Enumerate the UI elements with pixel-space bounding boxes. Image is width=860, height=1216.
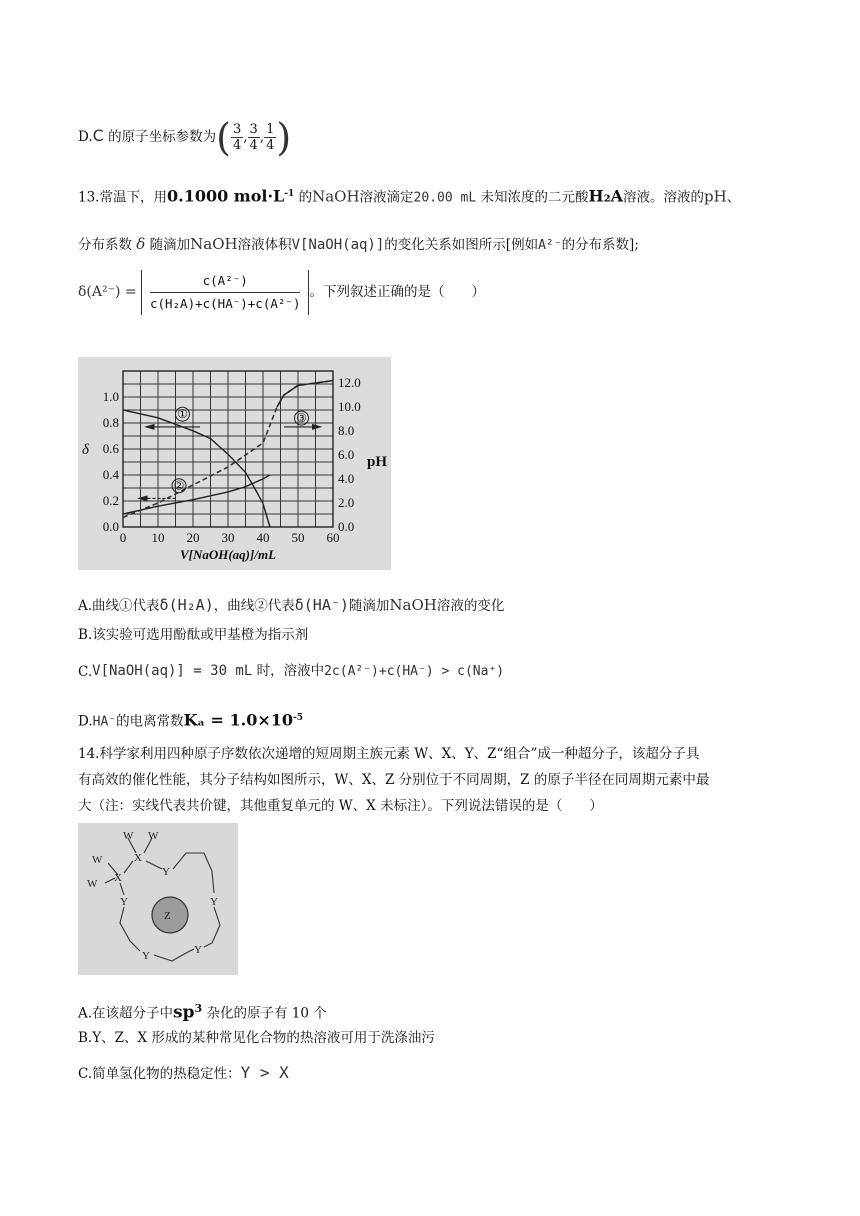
distribution-formula: $\frac{\text{c(A²⁻)}}{\text{c(H₂A)+c(HA⁻)+c(A²⁻)}}$ (141, 270, 310, 315)
q13-line-1: 13.常温下，用0.1000 $mol\cdot L^{-1}$ 的NaOH溶液滴定20.00 mL 未知浓度的二元酸H₂A溶液。溶液的pH、 (78, 186, 741, 206)
x-axis-label: V[NaOH(aq)]/mL (179, 547, 277, 562)
y-tick-label: 0.2 (102, 493, 119, 508)
titration-chart (78, 357, 391, 570)
atom-y-3: Y (210, 896, 218, 908)
y-tick-label: 1.0 (102, 389, 119, 404)
atom-y-4: Y (142, 950, 150, 962)
atom-x-2: X (114, 872, 122, 884)
frac-1: $\frac{3}{4}$ (232, 122, 242, 153)
y-tick-label: 0.4 (102, 467, 119, 482)
q13-option-d: D.HA⁻的电离常数$K_a = 1.0\times 10^{-5}$ (78, 710, 304, 730)
atom-z: Z (164, 910, 171, 922)
chart-svg (78, 357, 391, 570)
ph-curve-plateau (277, 381, 333, 407)
q14-option-a: A.在该超分子中$sp^3$ 杂化的原子有 10 个 (78, 1002, 327, 1023)
x-tick-label: 40 (256, 530, 270, 545)
y2-tick-label: 4.0 (338, 471, 355, 486)
atom-y-2: Y (120, 896, 128, 908)
x-tick-label: 50 (291, 530, 305, 545)
curve-label: ① (177, 407, 188, 422)
x-tick-label: 10 (151, 530, 165, 545)
structure-svg (78, 823, 238, 975)
x-tick-label: 20 (186, 530, 200, 545)
series-curve-2 (123, 475, 270, 514)
supramolecule-diagram (78, 823, 238, 975)
q13-line-2: 分布系数 δ 随滴加NaOH溶液体积V[NaOH(aq)]的变化关系如图所示[例如A²⁻的分布系数]; (78, 235, 639, 253)
q14-option-c: C.简单氢化物的热稳定性：Y > X (78, 1063, 289, 1082)
y-tick-label: 0.6 (102, 441, 119, 456)
q13-option-a: A.曲线①代表δ(H₂A)，曲线②代表δ(HA⁻)随滴加NaOH溶液的变化 (78, 596, 505, 614)
y-axis-label: δ (82, 442, 89, 458)
atom-y-5: Y (194, 944, 202, 956)
q13-option-b: B.该实验可选用酚酞或甲基橙为指示剂 (78, 627, 309, 643)
curve-label: ③ (296, 411, 307, 426)
q13-option-c: C.V[NaOH(aq)] = 30 mL 时，溶液中2c(A²⁻)+c(HA⁻) > c(Na⁺) (78, 663, 505, 680)
q14-line-1: 14.科学家利用四种原子序数依次递增的短周期主族元素 W、X、Y、Z“组合”成一种超分子，该超分子具 (78, 746, 700, 762)
atom-y-1: Y (162, 866, 170, 878)
q14-line-2: 有高效的催化性能，其分子结构如图所示，W、X、Z 分别位于不同周期，Z 的原子半径在同周期元素中最 (78, 772, 710, 788)
arrow-3-head (312, 424, 323, 430)
option-d-q12: D.C 的原子坐标参数为( $\frac{3}{4}$ , $\frac{3}{4}$ , $\frac{1}{4}$ ) (78, 115, 292, 160)
atom-w-3: W (92, 854, 103, 866)
y-tick-label: 0.0 (102, 519, 119, 534)
y2-tick-label: 0.0 (338, 519, 355, 534)
atom-w-1: W (123, 830, 134, 842)
y2-axis-label: pH (367, 454, 388, 470)
x-tick-label: 60 (326, 530, 340, 545)
q13-line-3: δ(A²⁻) = $\frac{\text{c(A²⁻)}}{\text{c(H₂A)+c(HA⁻)+c(A²⁻)}}$ 。下列叙述正确的是（ ） (78, 264, 485, 320)
q14-line-3: 大（注：实线代表共价键，其他重复单元的 W、X 未标注）。下列说法错误的是（ ） (78, 798, 603, 814)
y2-tick-label: 12.0 (338, 375, 361, 390)
atom-w-4: W (87, 878, 98, 890)
frac-3: $\frac{1}{4}$ (266, 122, 275, 153)
x-tick-label: 0 (119, 530, 127, 545)
curve-label: ② (173, 478, 185, 493)
arrow-1-head (144, 424, 155, 430)
frac-2: $\frac{3}{4}$ (249, 122, 258, 153)
q14-option-b: B.Y、Z、X 形成的某种常见化合物的热溶液可用于洗涤油污 (78, 1030, 435, 1046)
x-tick-label: 30 (221, 530, 235, 545)
y2-tick-label: 10.0 (338, 399, 361, 414)
y2-tick-label: 8.0 (338, 423, 355, 438)
y2-tick-label: 2.0 (338, 495, 355, 510)
atom-w-2: W (148, 830, 159, 842)
y2-tick-label: 6.0 (338, 447, 355, 462)
atom-x-1: X (134, 852, 142, 864)
y-tick-label: 0.8 (102, 415, 119, 430)
